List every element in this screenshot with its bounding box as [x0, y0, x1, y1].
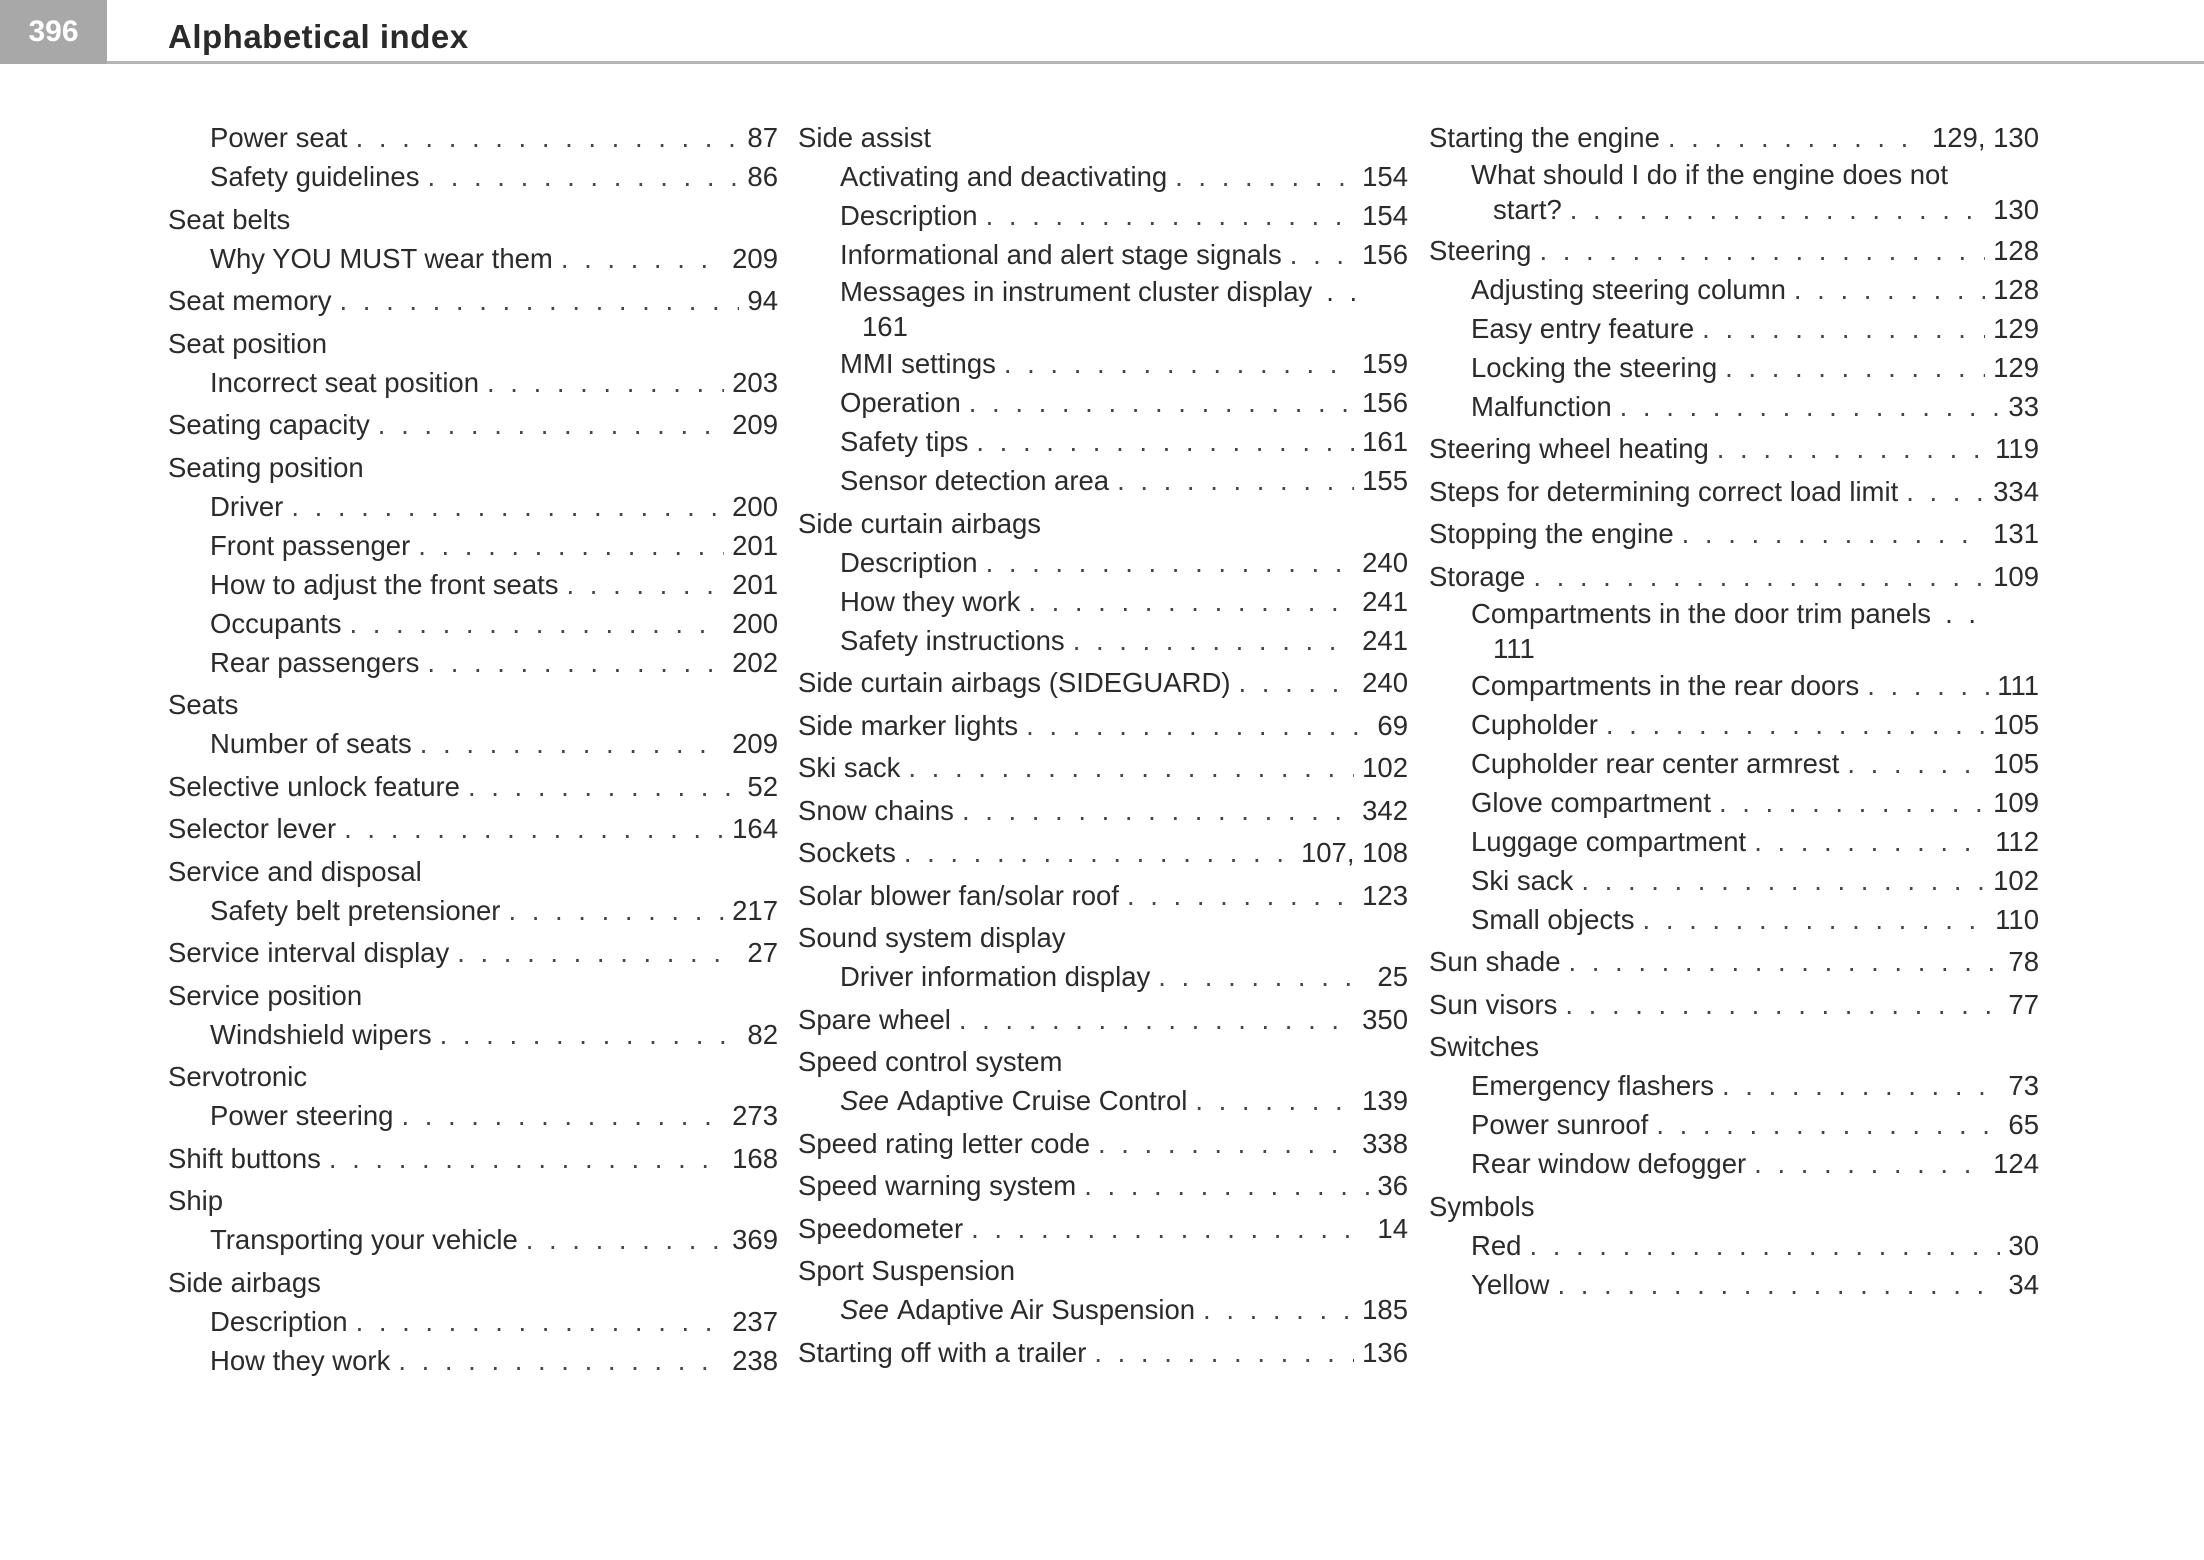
- index-entry[interactable]: Number of seats . . . 209: [168, 724, 778, 763]
- index-entry[interactable]: Operation . . . 156: [798, 383, 1408, 422]
- index-heading: Speed control system: [798, 1046, 1063, 1077]
- index-entry[interactable]: Selector lever . . . 164: [168, 809, 778, 848]
- index-entry[interactable]: Activating and deactivating . . . 154: [798, 157, 1408, 196]
- index-entry[interactable]: Steering . . . 128: [1429, 231, 2039, 270]
- index-entry[interactable]: Sun visors . . . 77: [1429, 985, 2039, 1024]
- index-entry[interactable]: Solar blower fan/solar roof . . . 123: [798, 876, 1408, 915]
- index-entry[interactable]: Side curtain airbags (SIDEGUARD) . . . 240: [798, 663, 1408, 702]
- index-entry[interactable]: How to adjust the front seats . . . 201: [168, 565, 778, 604]
- index-entry[interactable]: Rear window defogger . . . 124: [1429, 1144, 2039, 1183]
- index-entry[interactable]: Safety instructions . . . 241: [798, 621, 1408, 660]
- index-entry[interactable]: Cupholder . . . 105: [1429, 705, 2039, 744]
- index-entry[interactable]: Seat memory . . . 94: [168, 281, 778, 320]
- index-entry[interactable]: Red . . . 30: [1429, 1226, 2039, 1265]
- index-entry[interactable]: Easy entry feature . . . 129: [1429, 309, 2039, 348]
- index-column-2: [798, 118, 1408, 1372]
- index-entry[interactable]: Selective unlock feature . . . 52: [168, 767, 778, 806]
- index-entry[interactable]: See Adaptive Cruise Control . . . 139: [798, 1081, 1408, 1120]
- index-heading: Side assist: [798, 122, 931, 153]
- index-entry[interactable]: Description . . . 240: [798, 543, 1408, 582]
- index-heading: Side curtain airbags: [798, 507, 1042, 539]
- index-entry[interactable]: Malfunction . . . 33: [1429, 387, 2039, 426]
- index-entry[interactable]: Speed rating letter code . . . 338: [798, 1124, 1408, 1163]
- index-entry[interactable]: How they work . . . 238: [168, 1341, 778, 1380]
- index-entry[interactable]: Description . . . 154: [798, 196, 1408, 235]
- index-heading: Service and disposal: [168, 855, 422, 887]
- page-title: Alphabetical index: [168, 18, 469, 55]
- index-heading: Sound system display: [798, 922, 1066, 953]
- index-entry[interactable]: Side marker lights . . . 69: [798, 706, 1408, 745]
- index-entry[interactable]: Power seat . . . 87: [168, 118, 778, 157]
- index-entry[interactable]: Glove compartment . . . 109: [1429, 783, 2039, 822]
- index-heading: Seating position: [168, 451, 364, 483]
- index-entry[interactable]: Windshield wipers . . . 82: [168, 1015, 778, 1054]
- index-entry[interactable]: Steering wheel heating . . . 119: [1429, 429, 2039, 468]
- index-entry-wrapped[interactable]: Compartments in the door trim panels . .: [1471, 597, 1980, 629]
- index-entry-wrapped[interactable]: Messages in instrument cluster display . .: [840, 276, 1362, 307]
- index-entry[interactable]: Locking the steering . . . 129: [1429, 348, 2039, 387]
- index-entry[interactable]: Front passenger . . . 201: [168, 526, 778, 565]
- page-number-badge: 396: [0, 0, 107, 64]
- index-entry[interactable]: Speedometer . . . 14: [798, 1209, 1408, 1248]
- index-heading: Symbols: [1429, 1190, 1535, 1222]
- index-entry-continuation: 111: [1493, 632, 1535, 664]
- index-entry[interactable]: Occupants . . . 200: [168, 604, 778, 643]
- index-entry[interactable]: Service interval display . . . 27: [168, 933, 778, 972]
- index-entry[interactable]: Ski sack . . . 102: [798, 748, 1408, 787]
- index-heading: Seat position: [168, 327, 327, 359]
- index-heading: Side airbags: [168, 1266, 321, 1298]
- index-entry[interactable]: Compartments in the rear doors . . . 111: [1429, 666, 2039, 705]
- index-entry[interactable]: Rear passengers . . . 202: [168, 643, 778, 682]
- index-heading: Ship: [168, 1185, 224, 1216]
- index-heading: Service position: [168, 979, 363, 1011]
- index-entry[interactable]: Small objects . . . 110: [1429, 900, 2039, 939]
- index-entry[interactable]: Sensor detection area . . . 155: [798, 461, 1408, 500]
- index-entry[interactable]: Sun shade . . . 78: [1429, 942, 2039, 981]
- index-entry[interactable]: MMI settings . . . 159: [798, 344, 1408, 383]
- index-entry[interactable]: Emergency flashers . . . 73: [1429, 1066, 2039, 1105]
- index-entry-continuation: start? . . . 130: [1429, 192, 2039, 227]
- header-rule: [107, 61, 2204, 64]
- index-entry[interactable]: Safety belt pretensioner . . . 217: [168, 891, 778, 930]
- index-heading: Servotronic: [168, 1061, 308, 1092]
- index-entry[interactable]: Safety guidelines . . . 86: [168, 157, 778, 196]
- index-entry[interactable]: Why YOU MUST wear them . . . 209: [168, 239, 778, 278]
- index-entry[interactable]: Driver information display . . . 25: [798, 957, 1408, 996]
- index-column-1: [168, 118, 778, 1380]
- index-entry[interactable]: Ski sack . . . 102: [1429, 861, 2039, 900]
- index-entry[interactable]: Starting the engine . . . 129, 130: [1429, 118, 2039, 157]
- index-entry[interactable]: Transporting your vehicle . . . 369: [168, 1220, 778, 1259]
- index-entry[interactable]: Driver . . . 200: [168, 487, 778, 526]
- index-entry[interactable]: Stopping the engine . . . 131: [1429, 514, 2039, 553]
- index-entry[interactable]: Power sunroof . . . 65: [1429, 1105, 2039, 1144]
- index-entry[interactable]: Informational and alert stage signals . . . 156: [798, 235, 1408, 274]
- index-entry[interactable]: See Adaptive Air Suspension . . . 185: [798, 1290, 1408, 1329]
- index-entry[interactable]: Cupholder rear center armrest . . . 105: [1429, 744, 2039, 783]
- index-entry[interactable]: Description . . . 237: [168, 1302, 778, 1341]
- index-entry[interactable]: Power steering . . . 273: [168, 1096, 778, 1135]
- index-entry[interactable]: Luggage compartment . . . 112: [1429, 822, 2039, 861]
- index-entry-wrapped[interactable]: What should I do if the engine does not: [1471, 159, 1948, 190]
- index-entry-continuation: 161: [862, 311, 908, 342]
- index-heading: Seats: [168, 689, 239, 720]
- index-entry[interactable]: Steps for determining correct load limit . . . 334: [1429, 472, 2039, 511]
- index-entry[interactable]: Snow chains . . . 342: [798, 791, 1408, 830]
- index-entry[interactable]: Sockets . . . 107, 108: [798, 833, 1408, 872]
- index-entry[interactable]: Spare wheel . . . 350: [798, 1000, 1408, 1039]
- index-entry[interactable]: How they work . . . 241: [798, 582, 1408, 621]
- index-entry[interactable]: Safety tips . . . 161: [798, 422, 1408, 461]
- index-entry[interactable]: Seating capacity . . . 209: [168, 405, 778, 444]
- index-entry[interactable]: Incorrect seat position . . . 203: [168, 363, 778, 402]
- index-entry[interactable]: Speed warning system . . . 36: [798, 1166, 1408, 1205]
- index-entry[interactable]: Storage . . . 109: [1429, 557, 2039, 596]
- index-heading: Sport Suspension: [798, 1255, 1016, 1286]
- index-entry[interactable]: Adjusting steering column . . . 128: [1429, 270, 2039, 309]
- index-column-3: [1429, 118, 2039, 1304]
- index-entry[interactable]: Starting off with a trailer . . . 136: [798, 1333, 1408, 1372]
- index-heading: Seat belts: [168, 203, 291, 235]
- index-entry[interactable]: Shift buttons . . . 168: [168, 1139, 778, 1178]
- index-heading: Switches: [1429, 1031, 1540, 1062]
- index-entry[interactable]: Yellow . . . 34: [1429, 1265, 2039, 1304]
